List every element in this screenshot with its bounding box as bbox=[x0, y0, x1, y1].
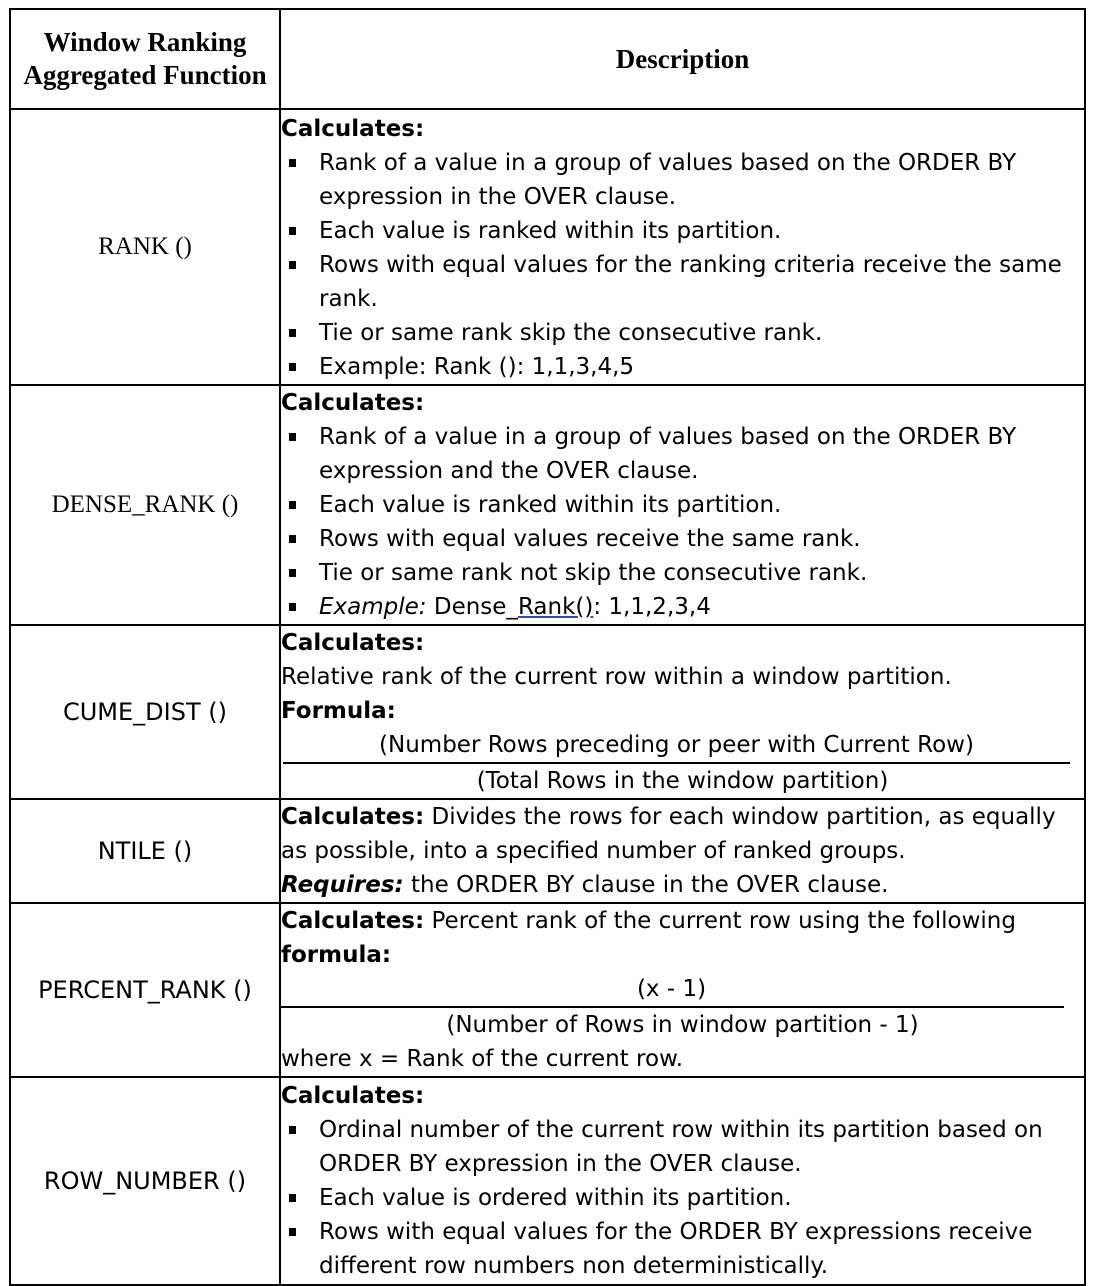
list-item: Tie or same rank skip the consecutive rank. bbox=[281, 316, 1084, 350]
list-item: Ordinal number of the current row within its partition based on ORDER BY expression in the OVER clause. bbox=[281, 1113, 1084, 1181]
list-item: Rows with equal values receive the same rank. bbox=[281, 522, 1084, 556]
example-link: Rank() bbox=[517, 594, 594, 620]
calculates-label: Calculates: bbox=[281, 804, 425, 830]
example-values: : 1,1,2,3,4 bbox=[593, 594, 711, 620]
where-text: where x = Rank of the current row. bbox=[281, 1046, 684, 1072]
description-text bbox=[281, 904, 1084, 938]
calculates-label: Calculates: bbox=[281, 630, 425, 656]
list-item: Rows with equal values for the ranking criteria receive the same rank. bbox=[281, 248, 1084, 316]
formula-denominator: (Number of Rows in window partition - 1) bbox=[446, 1012, 919, 1038]
function-description bbox=[280, 1077, 1085, 1285]
description-text bbox=[281, 800, 1084, 868]
calculates-label: Calculates: bbox=[281, 390, 425, 416]
table-row bbox=[10, 385, 1085, 625]
function-description bbox=[280, 109, 1085, 385]
calculates-label: Calculates: bbox=[281, 908, 425, 934]
example-label: Example: bbox=[319, 594, 427, 620]
requires-text: the ORDER BY clause in the OVER clause. bbox=[411, 872, 889, 898]
calculates-label: Calculates: bbox=[281, 1083, 425, 1109]
ranking-functions-table bbox=[9, 8, 1086, 1286]
formula-label: Formula: bbox=[281, 698, 396, 724]
table-row bbox=[10, 799, 1085, 903]
description-text: Relative rank of the current row within a window partition. bbox=[281, 664, 952, 690]
function-name: ROW_NUMBER () bbox=[10, 1077, 280, 1285]
bullet-list bbox=[281, 420, 1084, 624]
list-item: Rank of a value in a group of values based on the ORDER BY expression and the OVER clause. bbox=[281, 420, 1084, 488]
list-item bbox=[281, 590, 1084, 624]
formula-numerator: (x - 1) bbox=[279, 972, 1064, 1008]
formula-numerator: (Number Rows preceding or peer with Current Row) bbox=[283, 728, 1070, 764]
table-row bbox=[10, 109, 1085, 385]
example-prefix: Dense_ bbox=[433, 594, 518, 620]
bullet-list bbox=[281, 1113, 1084, 1283]
percent-rank-text: Percent rank of the current row using the following bbox=[431, 908, 1016, 934]
function-name: PERCENT_RANK () bbox=[10, 903, 280, 1077]
list-item: Each value is ordered within its partition. bbox=[281, 1181, 1084, 1215]
list-item: Each value is ranked within its partition. bbox=[281, 488, 1084, 522]
function-column-header: Window Ranking Aggregated Function bbox=[10, 9, 280, 109]
ntile-text: Divides the rows for each window partition, as equally as possible, into a specified number of ranked groups. bbox=[281, 804, 1056, 864]
function-name: NTILE () bbox=[10, 799, 280, 903]
function-description bbox=[280, 903, 1085, 1077]
description-column-header: Description bbox=[280, 9, 1085, 109]
formula-label: formula: bbox=[281, 942, 392, 968]
function-name: CUME_DIST () bbox=[10, 625, 280, 799]
list-item: Example: Rank (): 1,1,3,4,5 bbox=[281, 350, 1084, 384]
function-name: RANK () bbox=[10, 109, 280, 385]
calculates-label: Calculates: bbox=[281, 116, 425, 142]
list-item: Rows with equal values for the ORDER BY expressions receive different row numbers non deterministically. bbox=[281, 1215, 1084, 1283]
table-row bbox=[10, 625, 1085, 799]
formula-denominator: (Total Rows in the window partition) bbox=[476, 768, 889, 794]
header-row bbox=[10, 9, 1085, 109]
function-name: DENSE_RANK () bbox=[10, 385, 280, 625]
list-item: Tie or same rank not skip the consecutive rank. bbox=[281, 556, 1084, 590]
function-description bbox=[280, 385, 1085, 625]
function-description bbox=[280, 799, 1085, 903]
table-row bbox=[10, 1077, 1085, 1285]
requires-label: Requires: bbox=[281, 872, 404, 898]
requires-line bbox=[281, 868, 1084, 902]
table-row bbox=[10, 903, 1085, 1077]
bullet-list bbox=[281, 146, 1084, 384]
list-item: Rank of a value in a group of values based on the ORDER BY expression in the OVER clause. bbox=[281, 146, 1084, 214]
function-description bbox=[280, 625, 1085, 799]
list-item: Each value is ranked within its partition. bbox=[281, 214, 1084, 248]
